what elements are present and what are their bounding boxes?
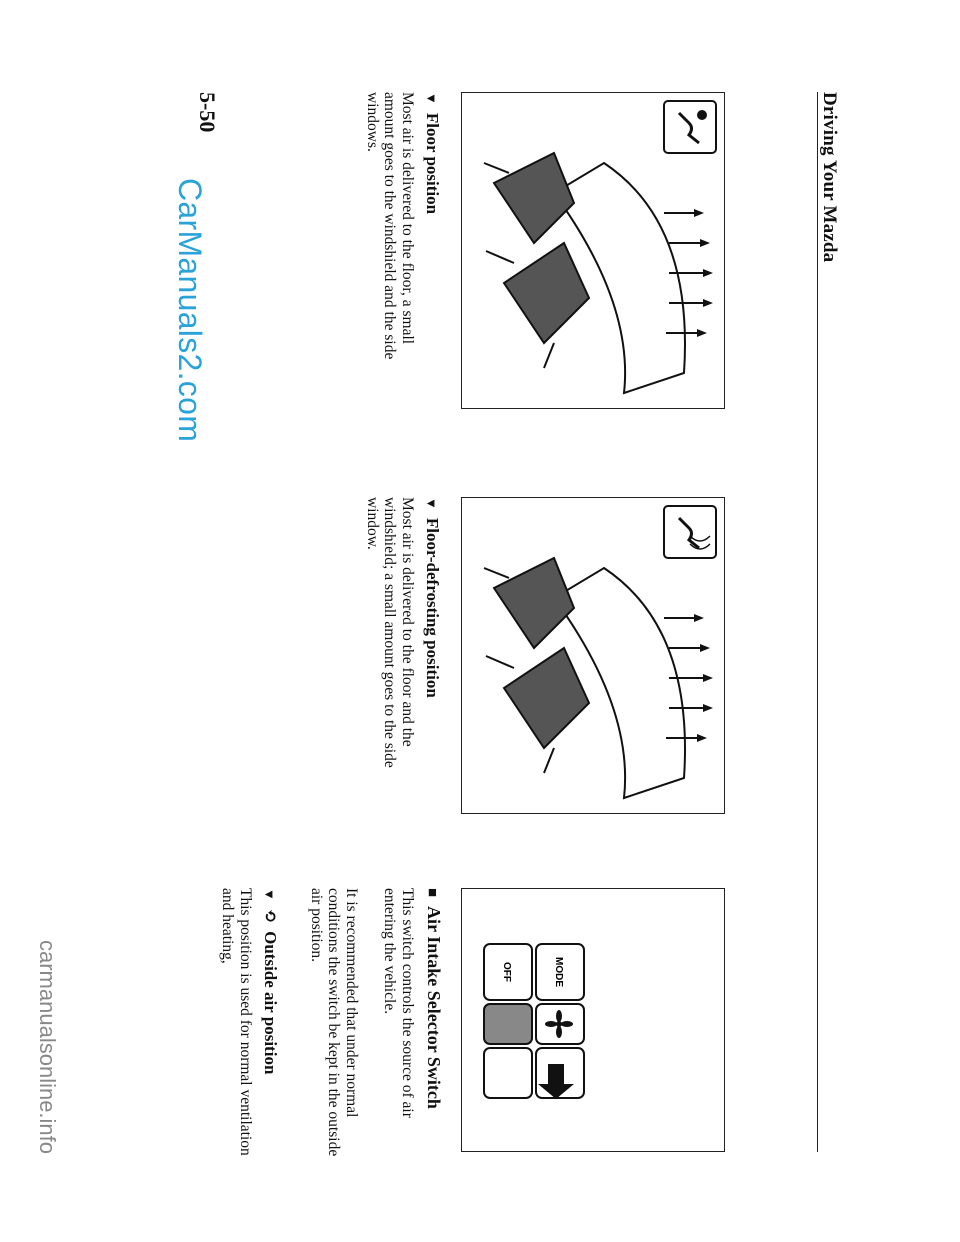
mode-label: MODE xyxy=(553,957,564,987)
page-number: 5-50 xyxy=(195,92,220,133)
air-intake-para1: This switch controls the source of air entering the vehicle. xyxy=(381,888,416,1118)
cabin-illustration-floor xyxy=(462,93,724,408)
square-bullet-icon: ■ xyxy=(424,888,440,898)
off-label: OFF xyxy=(501,962,512,982)
air-intake-heading: ■Air Intake Selector Switch xyxy=(424,888,444,1109)
page-header-title: Driving Your Mazda xyxy=(819,92,840,263)
floor-defrost-figure xyxy=(461,497,725,814)
cabin-illustration-floor-defrost xyxy=(462,498,724,813)
floor-defrost-heading: ▼Floor-defrosting position xyxy=(423,497,442,698)
outside-air-heading: ▼⟲Outside air position xyxy=(261,888,280,1075)
floor-position-figure xyxy=(461,92,725,409)
outside-air-body: This position is used for normal ventilation and heating, xyxy=(219,888,254,1156)
triangle-marker-icon: ▼ xyxy=(262,888,277,901)
watermark-right: carmanualsonline.info xyxy=(35,940,60,1155)
triangle-marker-icon: ▼ xyxy=(424,92,439,105)
floor-position-body: Most air is delivered to the floor, a small amount goes to the windshield and the side windows. xyxy=(364,92,416,360)
selector-arrow-icon xyxy=(538,1064,574,1099)
floor-defrost-body: Most air is delivered to the floor and the windshield; a small amount goes to the side window. xyxy=(364,497,416,768)
header-rule xyxy=(817,92,818,1152)
control-panel-illustration xyxy=(462,889,724,1151)
control-panel-figure xyxy=(461,888,725,1152)
floor-position-heading: ▼Floor position xyxy=(423,92,442,215)
outside-air-icon: ⟲ xyxy=(261,908,280,924)
triangle-marker-icon: ▼ xyxy=(424,497,439,510)
air-intake-para2: It is recommended that under normal conditions the switch be kept in the outside air position. xyxy=(308,888,360,1157)
watermark-left: CarManuals2.com xyxy=(172,178,208,443)
fan-icon xyxy=(545,1010,573,1038)
